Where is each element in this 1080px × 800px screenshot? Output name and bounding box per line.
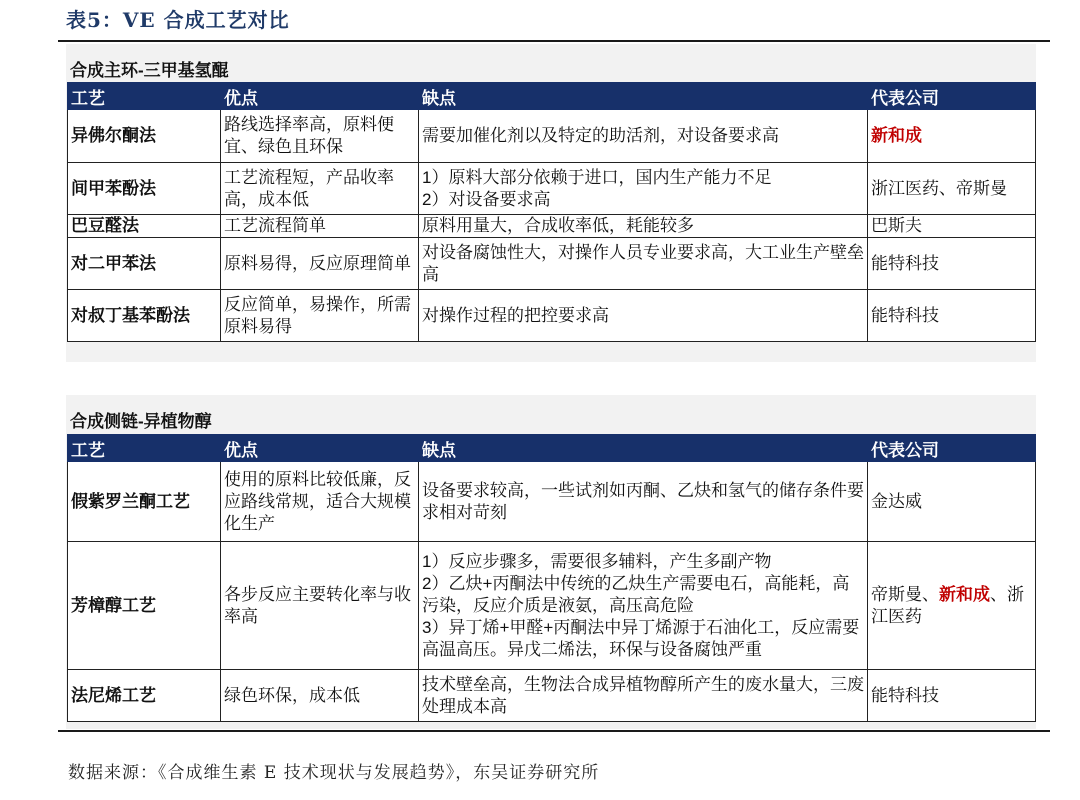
company-cell [868, 110, 1036, 163]
section1-body [68, 110, 1036, 342]
company-highlight: 新和成 [871, 126, 922, 145]
cons-line: 1）原料大部分依赖于进口，国内生产能力不足 [422, 167, 772, 187]
company-highlight: 新和成 [939, 584, 990, 604]
section1-title: 合成主环-三甲基氢醌 [70, 61, 229, 80]
process-cell: 芳樟醇工艺 [68, 542, 221, 670]
table-row [68, 670, 1036, 722]
section2-title: 合成侧链-异植物醇 [70, 412, 212, 431]
process-cell: 假紫罗兰酮工艺 [68, 462, 221, 542]
cons-cell [419, 670, 868, 722]
header-pros: 优点 [221, 435, 419, 462]
cons-line: 对设备腐蚀性大，对操作人员专业要求高，大工业生产壁垒高 [422, 242, 864, 284]
cons-cell [419, 110, 868, 163]
section2-table [67, 434, 1036, 722]
company-cell [868, 462, 1036, 542]
pros-cell: 路线选择率高，原料便宜、绿色且环保 [221, 110, 419, 163]
header-company: 代表公司 [868, 83, 1036, 110]
section2-body [68, 462, 1036, 722]
header-company: 代表公司 [868, 435, 1036, 462]
pros-cell: 反应简单，易操作，所需原料易得 [221, 290, 419, 342]
company-name: 巴斯夫 [871, 216, 922, 235]
cons-cell [419, 238, 868, 290]
cons-line: 3）异丁烯+甲醛+丙酮法中异丁烯源于石油化工，反应需要高温高压。异戊二烯法，环保与设备腐蚀严重 [422, 617, 860, 659]
cons-line: 2）乙炔+丙酮法中传统的乙炔生产需要电石，高能耗，高污染，反应介质是液氨，高压高危险 [422, 573, 850, 615]
cons-line: 技术壁垒高，生物法合成异植物醇所产生的废水量大，三废处理成本高 [422, 674, 864, 716]
page-title: 表5：VE 合成工艺对比 [66, 8, 290, 32]
cons-line: 2）对设备要求高 [422, 189, 551, 209]
company-name: 帝斯曼、 [871, 584, 939, 604]
company-cell [868, 290, 1036, 342]
top-rule [58, 40, 1050, 42]
pros-cell: 各步反应主要转化率与收率高 [221, 542, 419, 670]
cons-cell [419, 542, 868, 670]
table-row [68, 290, 1036, 342]
process-cell: 对二甲苯法 [68, 238, 221, 290]
header-process: 工艺 [68, 83, 221, 110]
process-cell: 巴豆醛法 [68, 215, 221, 238]
bottom-rule [58, 730, 1050, 732]
process-cell: 对叔丁基苯酚法 [68, 290, 221, 342]
company-cell [868, 238, 1036, 290]
header-row [68, 435, 1036, 462]
cons-cell [419, 163, 868, 215]
cons-line: 设备要求较高，一些试剂如丙酮、乙炔和氢气的储存条件要求相对苛刻 [422, 480, 864, 522]
company-name: 金达威 [871, 491, 922, 511]
cons-line: 原料用量大，合成收率低，耗能较多 [422, 216, 694, 235]
section1-table [67, 82, 1036, 342]
cons-line: 1）反应步骤多，需要很多辅料，产生多副产物 [422, 551, 772, 571]
table-row [68, 542, 1036, 670]
company-cell [868, 215, 1036, 238]
cons-cell [419, 215, 868, 238]
table-row [68, 215, 1036, 238]
pros-cell: 绿色环保，成本低 [221, 670, 419, 722]
pros-cell: 原料易得，反应原理简单 [221, 238, 419, 290]
header-row [68, 83, 1036, 110]
cons-line: 需要加催化剂以及特定的助活剂，对设备要求高 [422, 126, 779, 145]
company-name: 能特科技 [871, 253, 939, 273]
cons-line: 对操作过程的把控要求高 [422, 305, 609, 325]
table-row [68, 110, 1036, 163]
table-row [68, 462, 1036, 542]
pros-cell: 使用的原料比较低廉，反应路线常规，适合大规模化生产 [221, 462, 419, 542]
company-cell [868, 670, 1036, 722]
table-row [68, 163, 1036, 215]
company-name: 浙江医药、帝斯曼 [871, 178, 1007, 198]
cons-cell [419, 462, 868, 542]
process-cell: 法尼烯工艺 [68, 670, 221, 722]
process-cell: 异佛尔酮法 [68, 110, 221, 163]
header-process: 工艺 [68, 435, 221, 462]
company-name: 能特科技 [871, 305, 939, 325]
source-note: 数据来源：《合成维生素 E 技术现状与发展趋势》，东吴证券研究所 [68, 763, 600, 783]
cons-cell [419, 290, 868, 342]
process-cell: 间甲苯酚法 [68, 163, 221, 215]
table-row [68, 238, 1036, 290]
company-name: 能特科技 [871, 685, 939, 705]
header-pros: 优点 [221, 83, 419, 110]
header-cons: 缺点 [419, 83, 868, 110]
pros-cell: 工艺流程短，产品收率高，成本低 [221, 163, 419, 215]
company-name: 、浙江医药 [871, 584, 1024, 626]
header-cons: 缺点 [419, 435, 868, 462]
company-cell [868, 163, 1036, 215]
pros-cell: 工艺流程简单 [221, 215, 419, 238]
company-cell [868, 542, 1036, 670]
